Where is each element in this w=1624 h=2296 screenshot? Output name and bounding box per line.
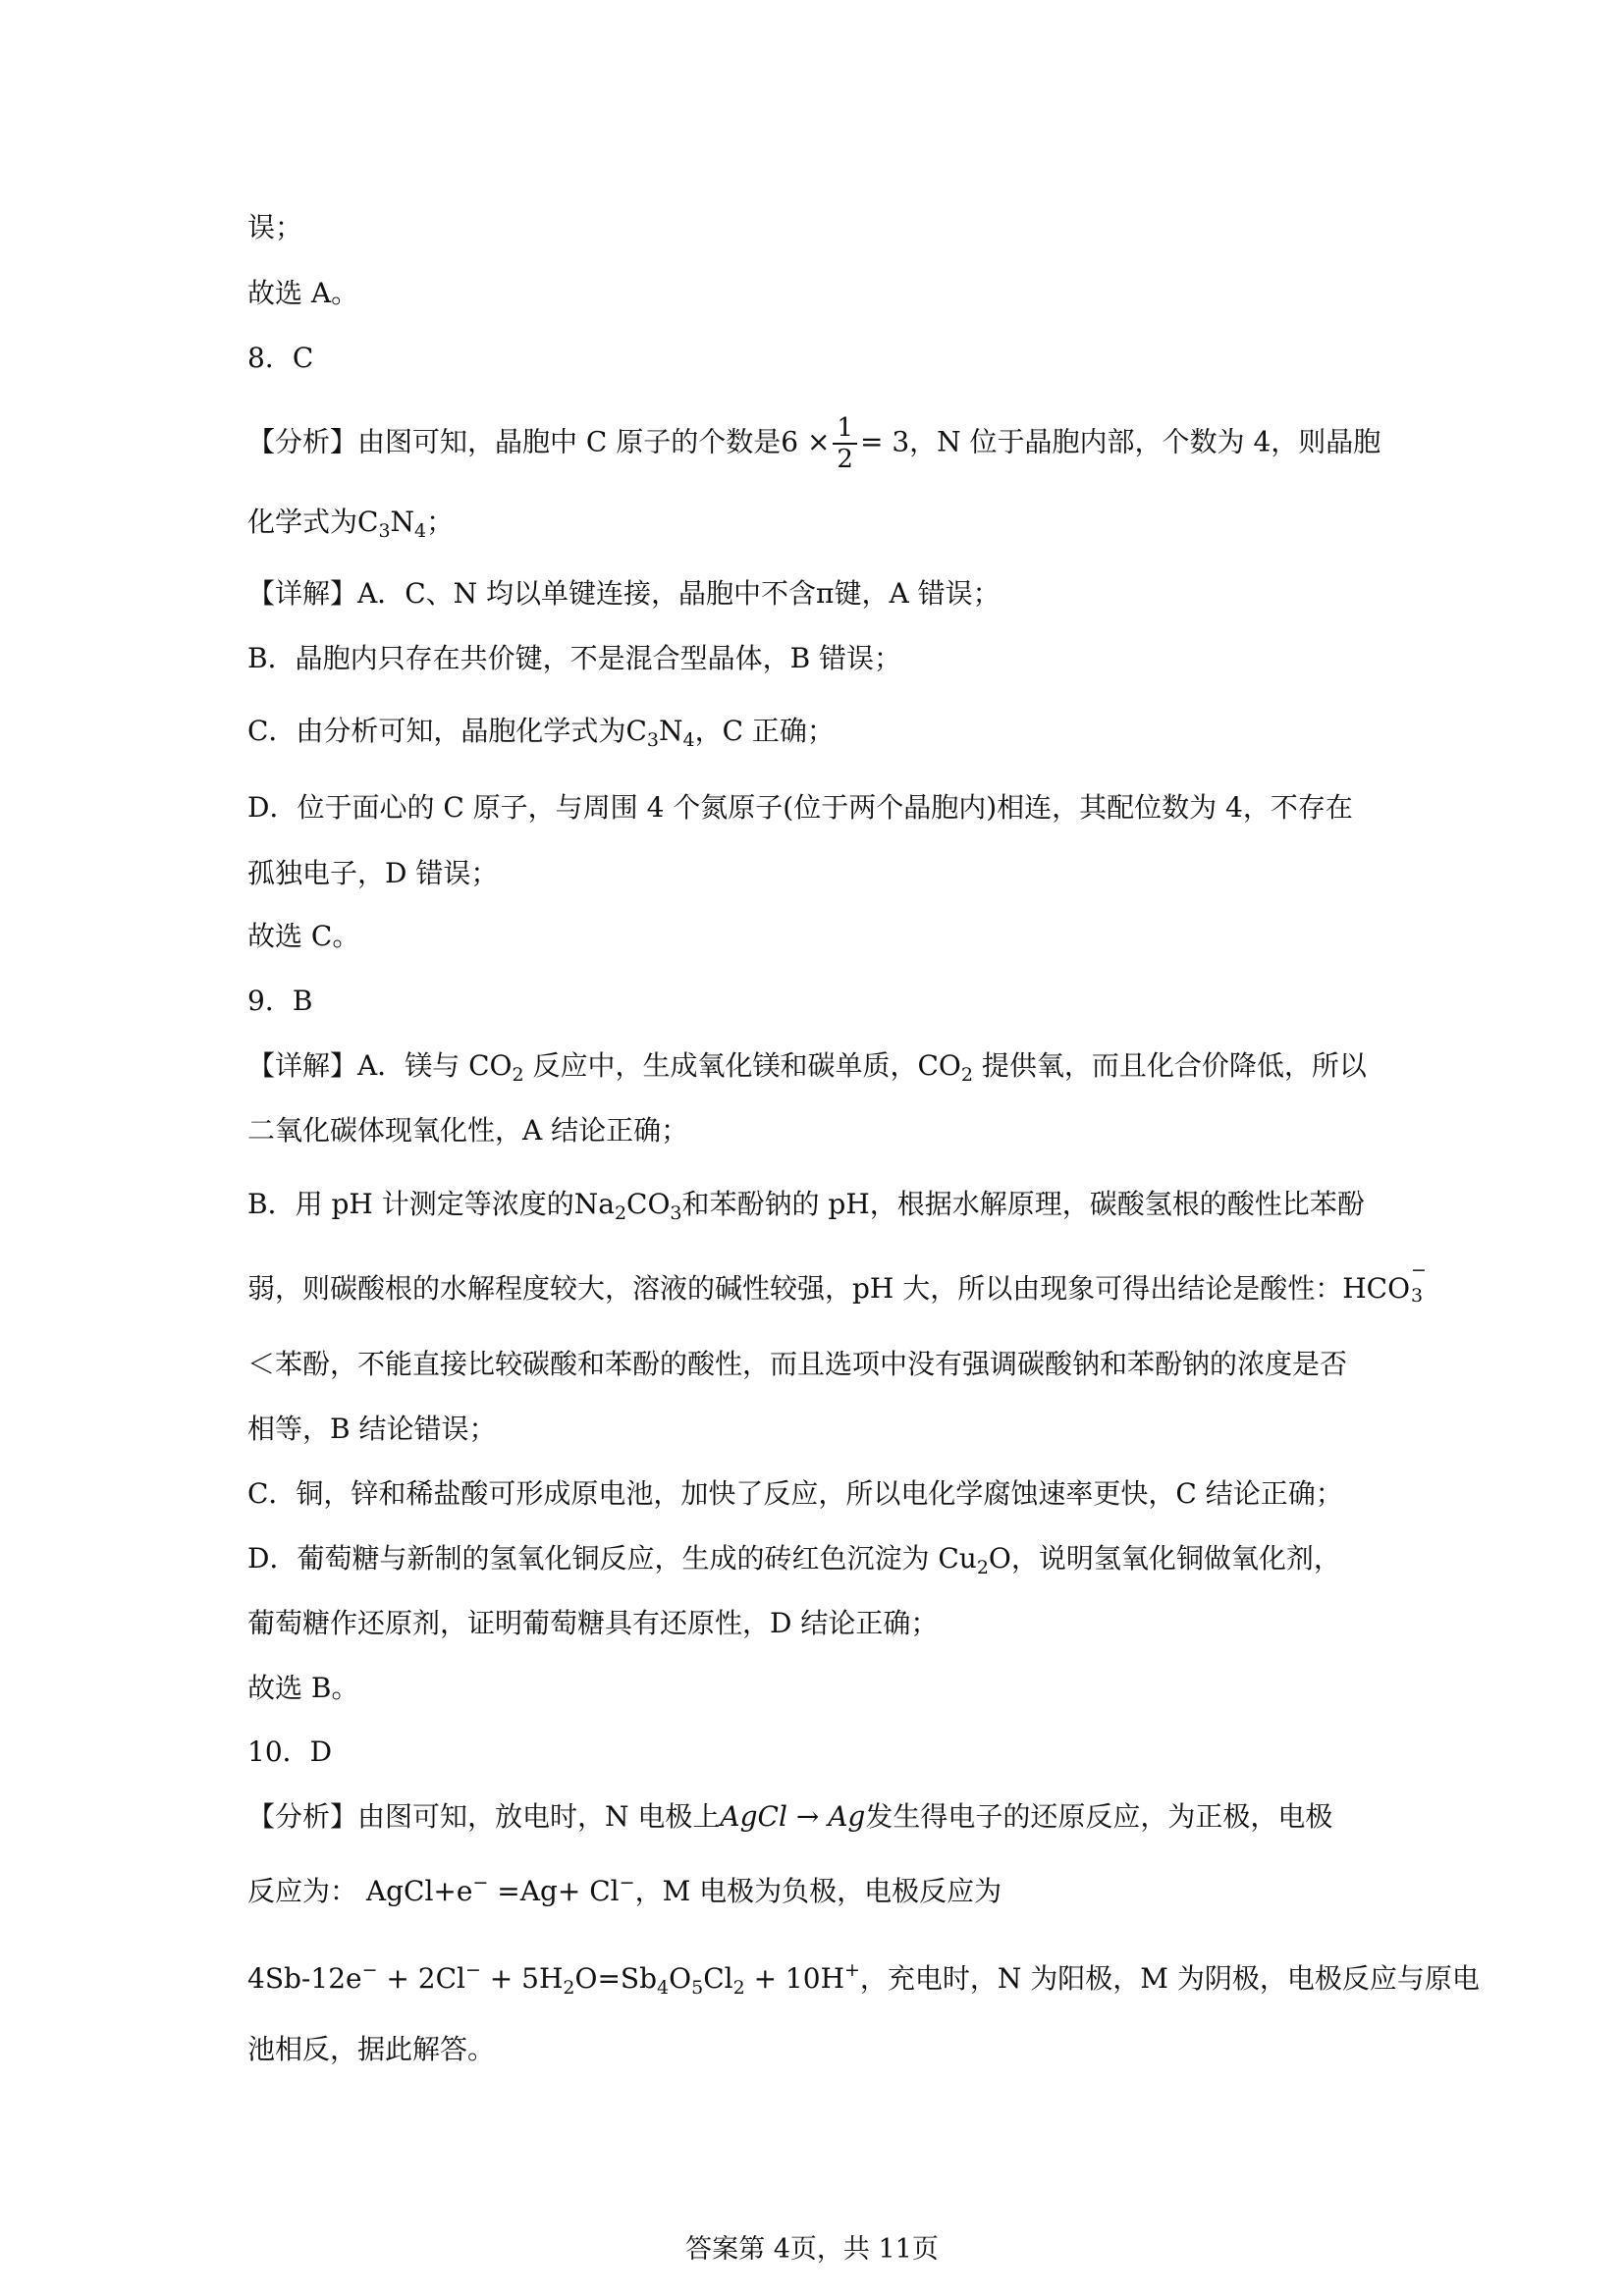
text-line: 二氧化碳体现氧化性，A 结论正确； [247,1114,689,1147]
text-line: ＜苯酚，不能直接比较碳酸和苯酚的酸性，而且选项中没有强调碳酸钠和苯酚钠的浓度是否 [247,1348,1348,1380]
detail-line: 【详解】A．镁与 $CO_2$ 反应中，生成氧化镁和碳单质，$CO_2$ 提供氧，而且化合价降低，所以 [247,1049,1367,1086]
text-line: 弱，则碳酸根的水解程度较大，溶液的碱性较强，pH 大，所以由现象可得出结论是酸性：HCO − 3 [247,1259,1427,1307]
equation-line: 反应为： AgCl+e− =Ag+ Cl−，M 电极为负极，电极反应为 [247,1872,1002,1907]
ion-charge: − 3 [1411,1259,1427,1307]
text-line: C．由分析可知，晶胞化学式为$C_3N_4$，C 正确； [247,715,835,751]
text-line: B．晶胞内只存在共价键，不是混合型晶体，B 错误； [247,642,902,674]
text-line: 故选 B。 [247,1672,359,1704]
text-line: 孤独电子，D 错误； [247,857,499,889]
text-line: D．位于面心的 C 原子，与周围 4 个氮原子(位于两个晶胞内)相连，其配位数为 4，不存在 [247,791,1353,824]
analysis-line: 【分析】由图可知，晶胞中 C 原子的个数是6 × $\frac{1}{2}$ = 3，N 位于晶胞内部，个数为 4，则晶胞 [247,413,1381,474]
question-number: 8．C [247,342,314,374]
fraction: $\frac{1}{2}$ [833,415,857,472]
analysis-line: 【分析】由图可知，放电时，N 电极上AgCl → Ag发生得电子的还原反应，为正极，电极 [247,1800,1333,1833]
equation-line: $4Sb-12e^- + 2Cl^- + 5H_2O=Sb_4O_5Cl_2 + 10H^+$，充电时，N 为阳极，M 为阴极，电极反应与原电 [247,1959,1480,1999]
question-number: 9．B [247,985,313,1017]
text-line: 化学式为$C_3N_4$； [247,506,455,542]
text-line: 故选 A。 [247,277,359,309]
text-line: 故选 C。 [247,920,360,952]
text-line: 误； [247,211,303,243]
text-line: 葡萄糖作还原剂，证明葡萄糖具有还原性，D 结论正确； [247,1607,939,1639]
text-line: D．葡萄糖与新制的氢氧化铜反应，生成的砖红色沉淀为 $Cu_2O$，说明氢氧化铜做氧化剂， [247,1542,1341,1578]
text-line: B．用 pH 计测定等浓度的$Na_2CO_3$和苯酚钠的 pH，根据水解原理，碳酸氢根的酸性比苯酚 [247,1188,1365,1224]
text-line: 池相反，据此解答。 [247,2033,496,2065]
page-footer: 答案第 4页，共 11页 [685,2234,939,2265]
text-line: C．铜，锌和稀盐酸可形成原电池，加快了反应，所以电化学腐蚀速率更快，C 结论正确； [247,1477,1343,1510]
text-line: 相等，B 结论错误； [247,1413,497,1445]
question-number: 10．D [247,1735,333,1768]
detail-line: 【详解】A．C、N 均以单键连接，晶胞中不含π键，A 错误； [247,577,1001,610]
